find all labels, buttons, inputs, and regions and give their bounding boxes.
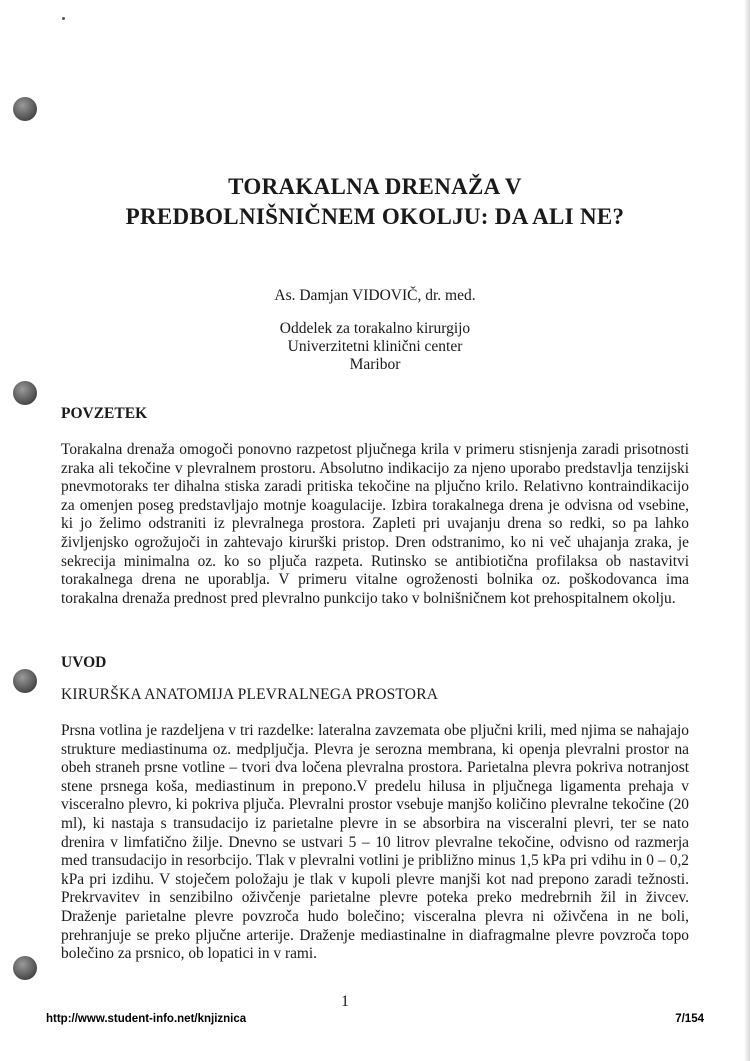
title-line-2: PREDBOLNIŠNIČNEM OKOLJU: DA ALI NE? — [125, 204, 625, 229]
scan-speck — [62, 17, 65, 20]
page-edge-shadow — [744, 0, 750, 1061]
document-title — [60, 172, 690, 232]
affiliation-line-1: Oddelek za torakalno kirurgijo — [279, 320, 471, 337]
binder-hole — [13, 97, 37, 121]
page-number: 1 — [341, 993, 349, 1010]
affiliation-line-2: Univerzitetni klinični center — [287, 338, 463, 355]
affiliation-line-3: Maribor — [349, 356, 401, 373]
footer-url[interactable]: http://www.student-info.net/knjiznica — [46, 1013, 247, 1025]
binder-hole — [13, 956, 37, 980]
abstract-heading: POVZETEK — [61, 405, 148, 422]
affiliation — [60, 320, 690, 374]
abstract-text: Torakalna drenaža omogoči ponovno razpetost pljučnega krila v primeru stisnjenja zaradi prisotnosti zraka ali tekočine v plevralnem prostoru. Absolutno indikacijo za njeno uporabo predstavlja tenzijski pnevmotoraks ter dihalna stiska zaradi pritiska tekočine na pljučno krilo. Relativno kontraindikacijo za omenjen poseg predstavljajo motnje koagulacije. Izbira torakalnega drena je odvisna od vsebine, ki jo želimo odstraniti iz plevralnega prostora. Zapleti pri uvajanju drena so redki, so pa lahko življenjsko ogrožujoči in zahtevajo kirurški pristop. Dren odstranimo, ko ni več uhajanja zraka, je sekrecija minimalna oz. ko so pljuča razpeta. Rutinsko se antibiotična profilaksa ob nastavitvi torakalnega drena ne uporablja. V primeru vitalne ogroženosti bolnika oz. poškodovanca ima torakalna drenaža prednost pred plevralno punkcijo tako v bolnišničnem kot prehospitalnem okolju. — [61, 441, 689, 607]
author-line: As. Damjan VIDOVIČ, dr. med. — [274, 287, 476, 304]
anatomy-subheading: KIRURŠKA ANATOMIJA PLEVRALNEGA PROSTORA — [61, 686, 439, 703]
title-line-1: TORAKALNA DRENAŽA V — [228, 174, 522, 199]
footer-page-count: 7/154 — [675, 1013, 704, 1025]
intro-text: Prsna votlina je razdeljena v tri razdelke: lateralna zavzemata obe pljučni krili, med njima se nahajajo strukture mediastinuma oz. medpljučja. Plevra je serozna membrana, ki openja plevralni prostor na obeh straneh prsne votline – tvori dva ločena plevralna prostora. Parietalna plevra pokriva notranjost stene prsnega koša, mediastinum in prepono.V predelu hilusa in pljučnega ligamenta prehaja v visceralno plevro, ki pokriva pljuča. Plevralni prostor vsebuje manjšo količino plevralne tekočine (20 ml), ki nastaja s transudacijo iz parietalne plevre in se absorbira na visceralni plevri, ter se nato drenira v limfatično žilje. Dnevno se ustvari 5 – 10 litrov plevralne tekočine, odvisno od razmerja med transudacijo in resorbcijo. Tlak v plevralni votlini je približno minus 1,5 kPa pri vdihu in 0 – 0,2 kPa pri izdihu. V stoječem položaju je tlak v kupoli plevre manjši kot nad prepono zaradi težnosti. Prekrvavitev in senzibilno oživčenje parietalne plevre poteka preko medrebrnih žil in živcev. Draženje parietalne plevre povzroča hudo bolečino; visceralna plevra ni oživčena in ne boli, prehranjuje se preko pljučne arterije. Draženje mediastinalne in diafragmalne plevre povzroča topo bolečino za prsnico, ob lopatici in v rami. — [61, 722, 689, 963]
binder-hole — [13, 381, 37, 405]
binder-hole — [13, 669, 37, 693]
intro-heading: UVOD — [61, 654, 107, 671]
